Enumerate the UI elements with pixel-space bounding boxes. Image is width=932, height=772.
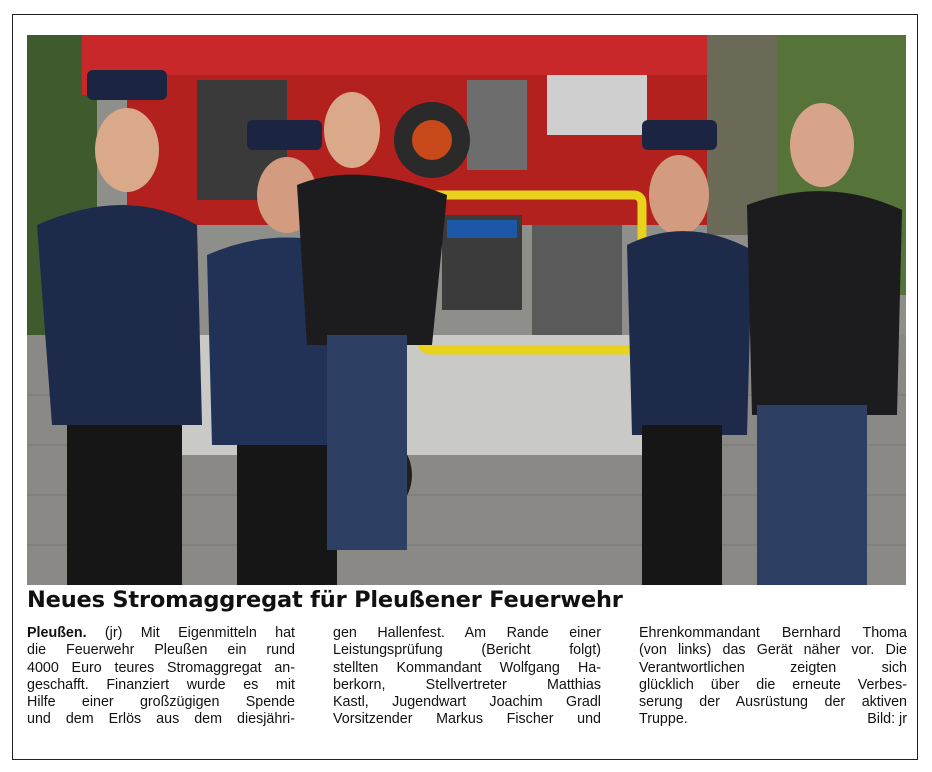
- article-line: glücklich über die erneute Verbes-: [639, 676, 907, 693]
- article-line: [639, 711, 907, 728]
- article-line: berkorn, Stellvertreter Matthias: [333, 676, 601, 693]
- article-column-1: [27, 625, 295, 747]
- dateline: Pleußen.: [27, 625, 87, 641]
- article-line: Kastl, Jugendwart Joachim Gradl: [333, 694, 601, 711]
- article-line: und dem Erlös aus dem diesjähri-: [27, 711, 295, 728]
- article-line: gen Hallenfest. Am Rande einer: [333, 625, 601, 641]
- article-line: geschafft. Finanziert wurde es mit: [27, 676, 295, 693]
- article-line: Hilfe einer großzügigen Spende: [27, 694, 295, 711]
- article-column-3: [639, 625, 907, 747]
- article-line: Verantwortlichen zeigten sich: [639, 659, 907, 676]
- article-line-text: (jr) Mit Eigenmitteln hat: [86, 625, 295, 641]
- article-line: die Feuerwehr Pleußen ein rund: [27, 642, 295, 659]
- article-line: serung der Ausrüstung der aktiven: [639, 694, 907, 711]
- article-body: [27, 625, 907, 747]
- article-line: (von links) das Gerät näher vor. Die: [639, 642, 907, 659]
- article-line: stellten Kommandant Wolfgang Ha-: [333, 659, 601, 676]
- article-line: [27, 625, 295, 642]
- article-column-2: [333, 625, 601, 747]
- newspaper-clipping: [12, 14, 918, 760]
- article-line: 4000 Euro teures Stromaggregat an-: [27, 659, 295, 676]
- headline: Neues Stromaggregat für Pleußener Feuerwehr: [27, 587, 623, 613]
- article-line: Leistungsprüfung (Bericht folgt): [333, 642, 601, 659]
- article-line-text: Truppe.: [639, 711, 688, 728]
- article-line: Vorsitzender Markus Fischer und: [333, 711, 601, 728]
- photo-credit: Bild: jr: [867, 711, 907, 728]
- article-line: Ehrenkommandant Bernhard Thoma: [639, 625, 907, 641]
- article-photo: [27, 35, 906, 585]
